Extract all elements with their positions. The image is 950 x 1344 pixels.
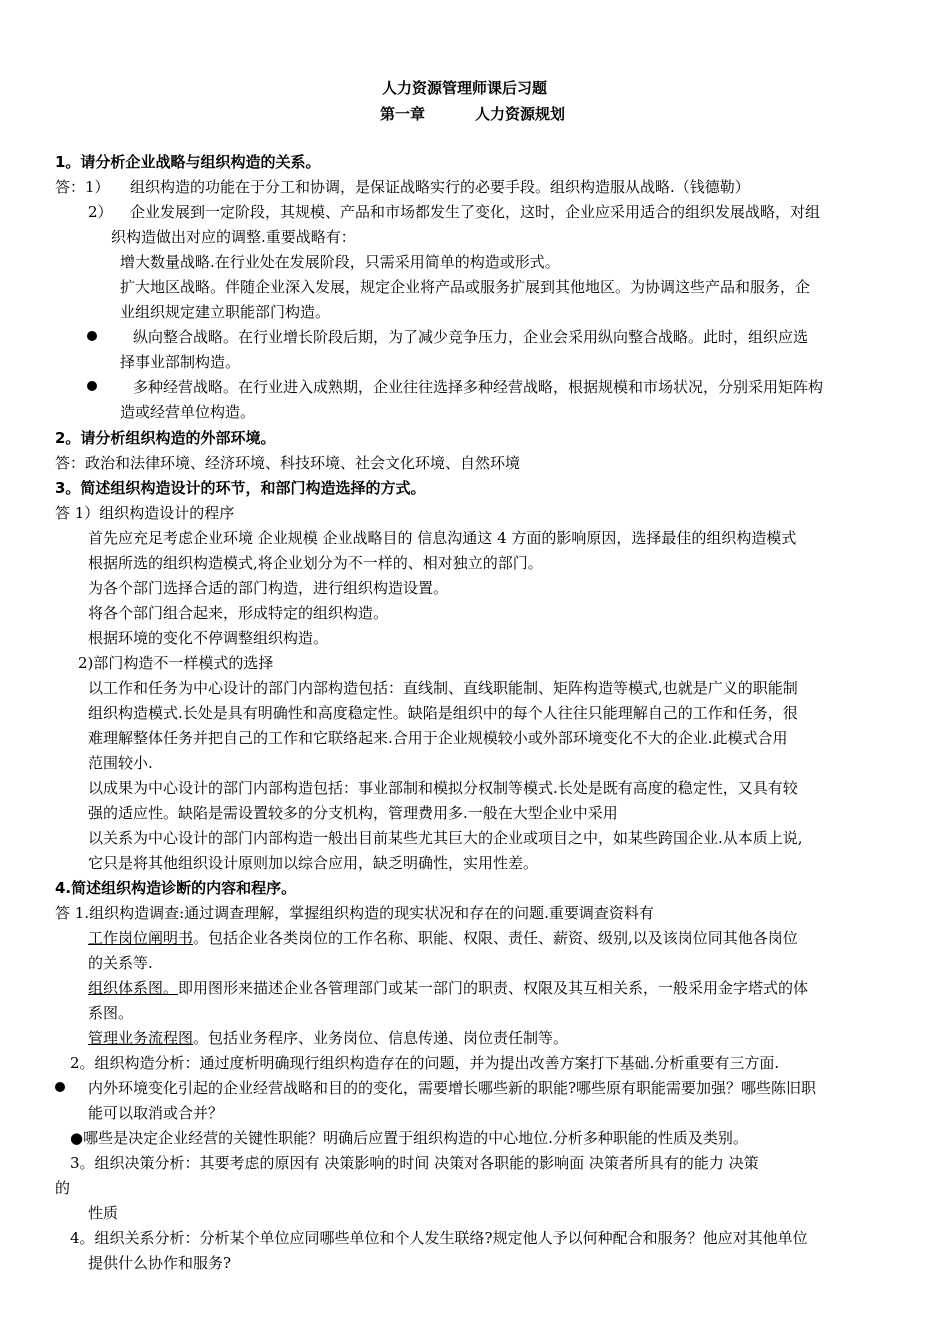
mode-1-line-4: 范围较小.: [88, 754, 153, 772]
strategy-2-line-1: 扩大地区战略。伴随企业深入发展，规定企业将产品或服务扩展到其他地区。为协调这些产品和服务，企: [120, 278, 811, 296]
strategy-4-line-1: 多种经营战略。在行业进入成熟期，企业往往选择多种经营战略，根据规模和市场状况，分别采用矩阵构: [133, 378, 824, 396]
answer-1-point-2-label: 2）: [88, 203, 113, 221]
strategy-2-line-2: 业组织规定建立职能部门构造。: [120, 303, 331, 321]
answer-4-step-1: 答 1.组织构造调查:通过调查理解，掌握组织构造的现实状况和存在的问题.重要调查资料有: [55, 904, 654, 922]
chapter-name: 人力资源规划: [475, 105, 566, 123]
mode-3-line-1: 以关系为中心设计的部门内部构造一般出目前某些尤其巨大的企业或项目之中，如某些跨国企业.从本质上说,: [88, 829, 803, 847]
document-2-line-1: [88, 978, 808, 998]
analysis-point-2: ●哪些是决定企业经营的关键性职能？明确后应置于组织构造的中心地位.分析多种职能的性质及类别。: [70, 1129, 748, 1147]
strategy-3-line-2: 择事业部制构造。: [120, 353, 241, 371]
mode-1-line-2: 组织构造模式.长处是具有明确性和高度稳定性。缺陷是组织中的每个人往往只能理解自己的工作和任务，很: [88, 704, 798, 722]
question-2: 2。请分析组织构造的外部环境。: [55, 429, 276, 447]
question-3: 3。简述组织构造设计的环节，和部门构造选择的方式。: [55, 479, 426, 497]
document-2-title: 组织体系图。: [88, 979, 179, 997]
strategy-1: 增大数量战略.在行业处在发展阶段，只需采用简单的构造或形式。: [120, 253, 560, 271]
analysis-point-1-line-2: 能可以取消或合并？: [88, 1104, 224, 1122]
mode-1-line-1: 以工作和任务为中心设计的部门内部构造包括：直线制、直线职能制、矩阵构造等模式,也就是广义的职能制: [88, 679, 798, 697]
document-1-desc: 。包括企业各类岗位的工作名称、职能、权限、责任、薪资、级别,以及该岗位同其他各岗位: [193, 929, 798, 947]
mode-2-line-2: 强的适应性。缺陷是需设置较多的分支机构，管理费用多.一般在大型企业中采用: [88, 804, 618, 822]
answer-4-step-2: 2。组织构造分析：通过度析明确现行组织构造存在的问题，并为提出改善方案打下基础.分析重要有三方面.: [70, 1054, 780, 1072]
bullet-icon: [87, 381, 97, 391]
design-step-5: 根据环境的变化不停调整组织构造。: [88, 629, 329, 647]
document-2-line-2: 系图。: [88, 1004, 134, 1022]
strategy-3-line-1: 纵向整合战略。在行业增长阶段后期，为了减少竞争压力，企业会采用纵向整合战略。此时，组织应选: [133, 328, 809, 346]
chapter-number: 第一章: [380, 105, 426, 123]
answer-4-step-4-line-2: 提供什么协作和服务?: [88, 1254, 232, 1272]
bullet-icon: [55, 1082, 65, 1092]
answer-1-point-1: 组织构造的功能在于分工和协调，是保证战略实行的必要手段。组织构造服从战略.（钱德勒）: [130, 178, 750, 196]
answer-1-label: 答：1）: [55, 178, 110, 196]
answer-1-point-2-line-2: 织构造做出对应的调整.重要战略有：: [111, 228, 356, 246]
question-1: 1。请分析企业战略与组织构造的关系。: [55, 153, 321, 171]
analysis-point-1-line-1: 内外环境变化引起的企业经营战略和目的的变化，需要增长哪些新的职能?哪些原有职能需要加强？哪些陈旧职: [88, 1079, 817, 1097]
document-title: 人力资源管理师课后习题: [382, 79, 548, 97]
document-1-line-1: [88, 928, 798, 948]
answer-4-step-3-line-3: 性质: [88, 1204, 119, 1222]
answer-4-step-3-line-2: 的: [55, 1179, 71, 1197]
mode-1-line-3: 难理解整体任务并把自己的工作和它联络起来.合用于企业规模较小或外部环境变化不大的企业.此模式合用: [88, 729, 788, 747]
answer-4-step-4-line-1: 4。组织关系分析：分析某个单位应同哪些单位和个人发生联络?规定他人予以何种配合和服务？他应对其他单位: [70, 1229, 808, 1247]
answer-4-step-3-line-1: 3。组织决策分析：其要考虑的原因有 决策影响的时间 决策对各职能的影响面 决策者所具有的能力 决策: [70, 1154, 759, 1172]
document-3-line-1: [88, 1028, 568, 1048]
document-1-line-2: 的关系等.: [88, 954, 153, 972]
strategy-4-line-2: 造或经营单位构造。: [120, 403, 256, 421]
document-3-desc: 。包括业务程序、业务岗位、信息传递、岗位责任制等。: [193, 1029, 569, 1047]
bullet-icon: [87, 331, 97, 341]
document-3-title: 管理业务流程图: [88, 1029, 194, 1047]
answer-1-point-2-line-1: 企业发展到一定阶段，其规模、产品和市场都发生了变化，这时，企业应采用适合的组织发展战略，对组: [130, 203, 821, 221]
design-step-3: 为各个部门选择合适的部门构造，进行组织构造设置。: [88, 579, 449, 597]
design-step-2: 根据所选的组织构造模式,将企业划分为不一样的、相对独立的部门。: [88, 554, 543, 572]
design-step-4: 将各个部门组合起来，形成特定的组织构造。: [88, 604, 389, 622]
document-1-title: 工作岗位阐明书: [88, 929, 194, 947]
question-4: 4.简述组织构造诊断的内容和程序。: [55, 879, 297, 897]
mode-2-line-1: 以成果为中心设计的部门内部构造包括：事业部制和模拟分权制等模式.长处是既有高度的稳定性，又具有较: [88, 779, 798, 797]
design-step-1: 首先应充足考虑企业环境 企业规模 企业战略目的 信息沟通这 4 方面的影响原因，选择最佳的组织构造模式: [88, 529, 797, 547]
mode-3-line-2: 它只是将其他组织设计原则加以综合应用，缺乏明确性，实用性差。: [88, 854, 539, 872]
answer-2: 答：政治和法律环境、经济环境、科技环境、社会文化环境、自然环境: [55, 454, 521, 472]
answer-3-part-2-label: 2)部门构造不一样模式的选择: [78, 654, 274, 672]
answer-3-part-1-label: 答 1）组织构造设计的程序: [55, 504, 235, 522]
document-2-desc: 即用图形来描述企业各管理部门或某一部门的职责、权限及其互相关系，一般采用金字塔式的体: [178, 979, 809, 997]
